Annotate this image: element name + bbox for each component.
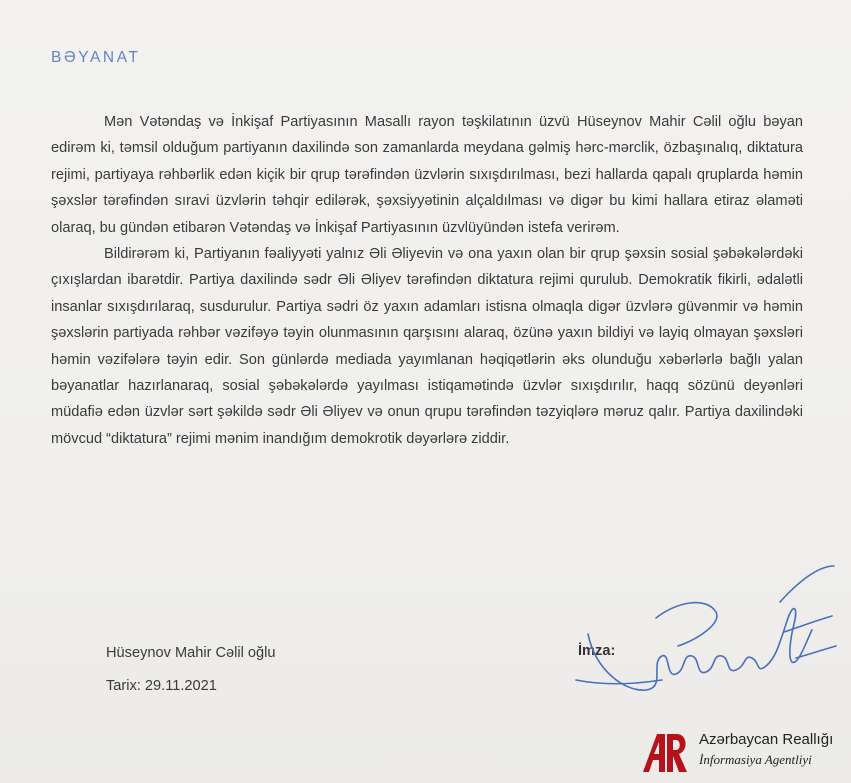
- document-title: BƏYANAT: [51, 49, 141, 66]
- agency-subtitle: İnformasiya Agentliyi: [699, 752, 812, 767]
- handwritten-signature: [566, 562, 841, 707]
- author-name: Hüseynov Mahir Cəlil oğlu: [106, 645, 276, 661]
- paragraph-1: Mən Vətəndaş və İnkişaf Partiyasının Masallı rayon təşkilatının üzvü Hüseynov Mahir Cəlil oğlu bəyan edirəm ki, təmsil olduğum partiyanın daxilində son zamanlarda meydana gəlmiş hərc-mərclik, özbaşınalıq, diktatura rejimi, partiyaya rəhbərlik edən kiçik bir qrup tərəfindən üzvlərin sıxışdırılması, bezi hallarda qapalı qruplarda həmin şəxslər tərəfindən sıravi üzvlərin təhqir edilərək, şəxsiyyətinin alçaldılması və digər bu kimi hallara etiraz əlaməti olaraq, bu gündən etibarən Vətəndaş və İnkişaf Partiyasının üzvlüyündən istefa verirəm.: [51, 114, 803, 236]
- signature-label: İmza:: [578, 643, 616, 659]
- ar-logo-icon: [641, 730, 689, 774]
- document-body: [51, 109, 803, 452]
- agency-name: Azərbaycan Reallığı: [699, 731, 834, 748]
- document-date: Tarix: 29.11.2021: [106, 678, 217, 694]
- paragraph-2: Bildirərəm ki, Partiyanın fəaliyyəti yalnız Əli Əliyevin və ona yaxın olan bir qrup şəxsin sosial şəbəkələrdəki çıxışlardan ibarətdir. Partiya daxilində sədr Əli Əliyev tərəfindən diktatura rejimi qurulub. Demokratik fikirli, ədalətli insanlar sıxışdırılaraq, susdurulur. Partiya sədri öz yaxın adamları istisna olmaqla digər üzvlərə güvənmir və həmin şəxslərin partiyada rəhbər vəzifəyə təyin olunmasının qarşısını alaraq, özünə yaxın bildiyi və layiq olmayan şəxsləri həmin vəzifələrə təyin edir. Son günlərdə mediada yayımlanan həqiqətlərin əks olunduğu xəbərlərlə bağlı yalan bəyanatlar hazırlanaraq, sosial şəbəkələrdə yayılması istiqamətində üzvlər sıxışdırılır, haqq sözünü deyənləri müdafiə edən üzvlər sərt şəkildə sədr Əli Əliyev və onun qrupu tərəfindən təzyiqlərə məruz qalır. Partiya daxilindəki mövcud “diktatura” rejimi mənim inandığım demokrotik dəyərlərə ziddir.: [51, 246, 803, 447]
- agency-logo: [641, 728, 847, 778]
